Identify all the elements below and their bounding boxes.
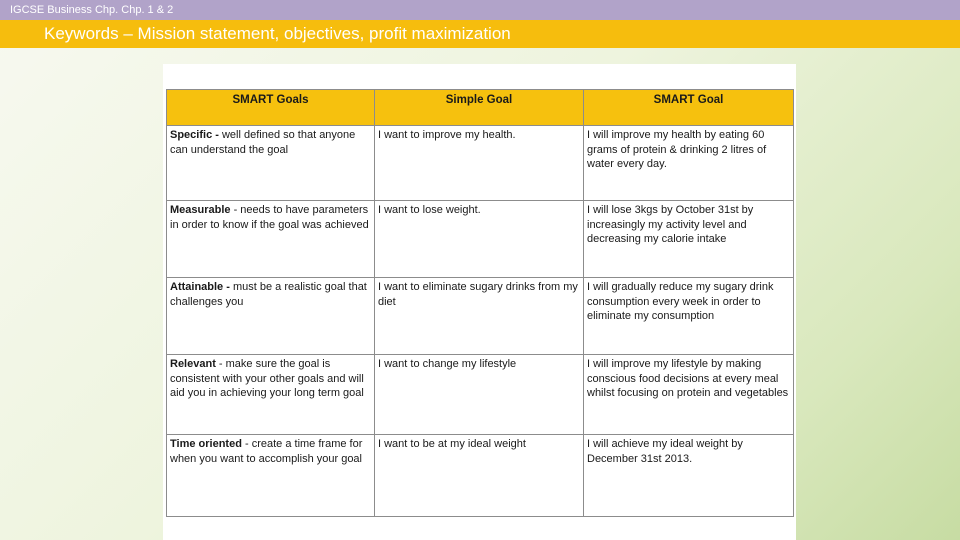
smart-goal-cell: I will achieve my ideal weight by December 31st 2013.	[584, 435, 794, 517]
column-header: Simple Goal	[375, 90, 584, 126]
criterion-cell	[167, 435, 375, 517]
criterion-description: must be a realistic goal that challenges you	[170, 281, 367, 308]
smart-goals-table	[166, 89, 794, 517]
criterion-description: - make sure the goal is consistent with your other goals and will aid you in achieving your long term goal	[170, 358, 364, 399]
course-header: IGCSE Business Chp. Chp. 1 & 2	[0, 0, 960, 20]
criterion-description: well defined so that anyone can understand the goal	[170, 129, 356, 156]
smart-goal-cell: I will lose 3kgs by October 31st by increasingly my activity level and decreasing my calorie intake	[584, 201, 794, 278]
criterion-cell	[167, 355, 375, 435]
table-header-row	[167, 90, 794, 126]
criterion-cell	[167, 278, 375, 355]
table-row	[167, 201, 794, 278]
table-row	[167, 435, 794, 517]
criterion-cell	[167, 201, 375, 278]
criterion-term: Time oriented	[170, 438, 242, 450]
criterion-term: Measurable	[170, 204, 231, 216]
criterion-description: - create a time frame for when you want to accomplish your goal	[170, 438, 363, 465]
criterion-description: - needs to have parameters in order to know if the goal was achieved	[170, 204, 369, 231]
slide-title: Keywords – Mission statement, objectives, profit maximization	[0, 20, 960, 48]
column-header: SMART Goals	[167, 90, 375, 126]
column-header: SMART Goal	[584, 90, 794, 126]
simple-goal-cell: I want to change my lifestyle	[375, 355, 584, 435]
criterion-term: Specific -	[170, 129, 219, 141]
simple-goal-cell: I want to lose weight.	[375, 201, 584, 278]
smart-goal-cell: I will improve my health by eating 60 grams of protein & drinking 2 litres of water every day.	[584, 126, 794, 201]
smart-goal-cell: I will gradually reduce my sugary drink consumption every week in order to eliminate my consumption	[584, 278, 794, 355]
table-row	[167, 278, 794, 355]
criterion-term: Attainable -	[170, 281, 230, 293]
table-row	[167, 355, 794, 435]
smart-goals-image	[163, 64, 796, 540]
table-row	[167, 126, 794, 201]
criterion-cell	[167, 126, 375, 201]
criterion-term: Relevant	[170, 358, 216, 370]
smart-goal-cell: I will improve my lifestyle by making conscious food decisions at every meal whilst focusing on protein and vegetables	[584, 355, 794, 435]
simple-goal-cell: I want to be at my ideal weight	[375, 435, 584, 517]
simple-goal-cell: I want to improve my health.	[375, 126, 584, 201]
simple-goal-cell: I want to eliminate sugary drinks from my diet	[375, 278, 584, 355]
